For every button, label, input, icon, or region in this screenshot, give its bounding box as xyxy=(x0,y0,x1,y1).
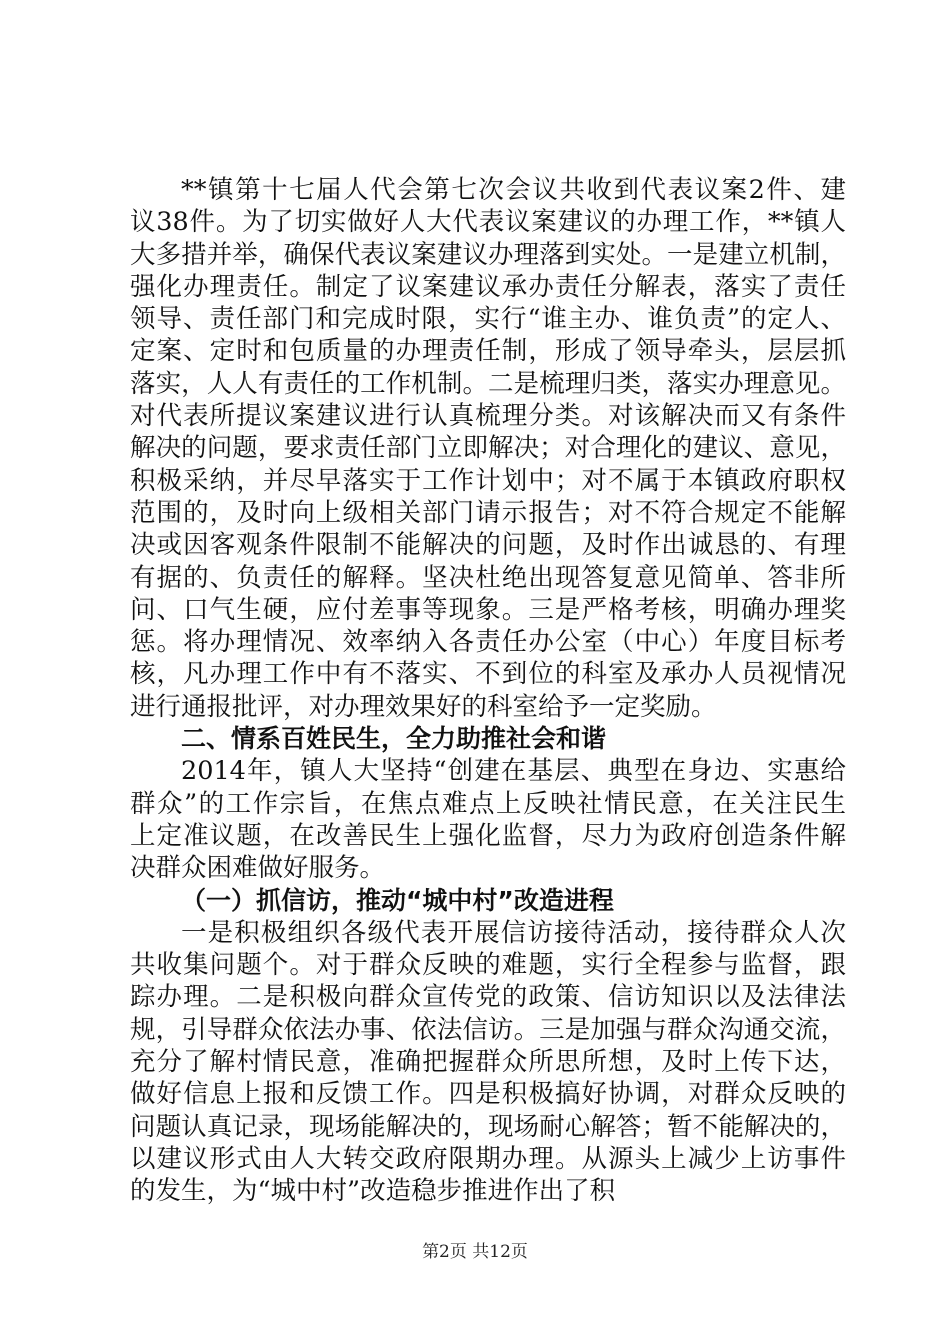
section-heading: 二、情系百姓民生，全力助推社会和谐 xyxy=(181,724,607,754)
text-line: 进行通报批评，对办理效果好的科室给予一定奖励。 xyxy=(130,691,717,722)
text-line: 的发生，为“城中村”改造稳步推进作出了积 xyxy=(130,1176,616,1207)
text-line: 做好信息上报和反馈工作。四是积极搞好协调，对群众反映的 xyxy=(130,1079,846,1110)
text-line: 定案、定时和包质量的办理责任制，形成了领导牵头，层层抓 xyxy=(130,336,846,367)
text-line: 议38件。为了切实做好人大代表议案建议的办理工作，**镇人 xyxy=(130,207,846,238)
text-line: 群众”的工作宗旨，在焦点难点上反映社情民意，在关注民生 xyxy=(130,788,846,819)
text-line: 问题认真记录，现场能解决的，现场耐心解答；暂不能解决的， xyxy=(130,1111,846,1142)
text-line: 落实，人人有责任的工作机制。二是梳理归类，落实办理意见。 xyxy=(130,368,846,399)
text-line: 有据的、负责任的解释。坚决杜绝出现答复意见简单、答非所 xyxy=(130,562,846,593)
document-body xyxy=(130,174,846,1208)
text-line: 决群众困难做好服务。 xyxy=(130,853,386,884)
section-heading: （一）抓信访，推动“城中村”改造进程 xyxy=(181,885,614,915)
text-line: 大多措并举，确保代表议案建议办理落到实处。一是建立机制， xyxy=(130,239,846,270)
text-line: 范围的，及时向上级相关部门请示报告；对不符合规定不能解 xyxy=(130,497,846,528)
text-line: 惩。将办理情况、效率纳入各责任办公室（中心）年度目标考 xyxy=(130,627,846,658)
text-line: 一是积极组织各级代表开展信访接待活动，接待群众人次 xyxy=(181,917,846,948)
text-line: 2014年，镇人大坚持“创建在基层、典型在身边、实惠给 xyxy=(181,756,846,787)
text-line: 问、口气生硬，应付差事等现象。三是严格考核，明确办理奖 xyxy=(130,594,846,625)
text-line: 强化办理责任。制定了议案建议承办责任分解表，落实了责任 xyxy=(130,271,846,302)
text-line: 以建议形式由人大转交政府限期办理。从源头上减少上访事件 xyxy=(130,1143,846,1174)
text-line: **镇第十七届人代会第七次会议共收到代表议案2件、建 xyxy=(181,175,846,205)
text-line: 对代表所提议案建议进行认真梳理分类。对该解决而又有条件 xyxy=(130,401,846,432)
page-footer: 第2页 共12页 xyxy=(422,1242,528,1262)
text-line: 上定准议题，在改善民生上强化监督，尽力为政府创造条件解 xyxy=(130,820,846,851)
text-line: 领导、责任部门和完成时限，实行“谁主办、谁负责”的定人、 xyxy=(130,304,846,335)
text-line: 积极采纳，并尽早落实于工作计划中；对不属于本镇政府职权 xyxy=(130,465,846,496)
text-line: 决或因客观条件限制不能解决的问题，及时作出诚恳的、有理 xyxy=(130,530,846,561)
text-line: 核，凡办理工作中有不落实、不到位的科室及承办人员视情况 xyxy=(130,659,846,690)
text-line: 共收集问题个。对于群众反映的难题，实行全程参与监督，跟 xyxy=(130,950,846,981)
text-line: 充分了解村情民意，准确把握群众所思所想，及时上传下达， xyxy=(130,1047,846,1078)
text-line: 解决的问题，要求责任部门立即解决；对合理化的建议、意见， xyxy=(130,433,846,464)
text-line: 踪办理。二是积极向群众宣传党的政策、信访知识以及法律法 xyxy=(130,982,846,1013)
text-line: 规，引导群众依法办事、依法信访。三是加强与群众沟通交流， xyxy=(130,1014,846,1045)
